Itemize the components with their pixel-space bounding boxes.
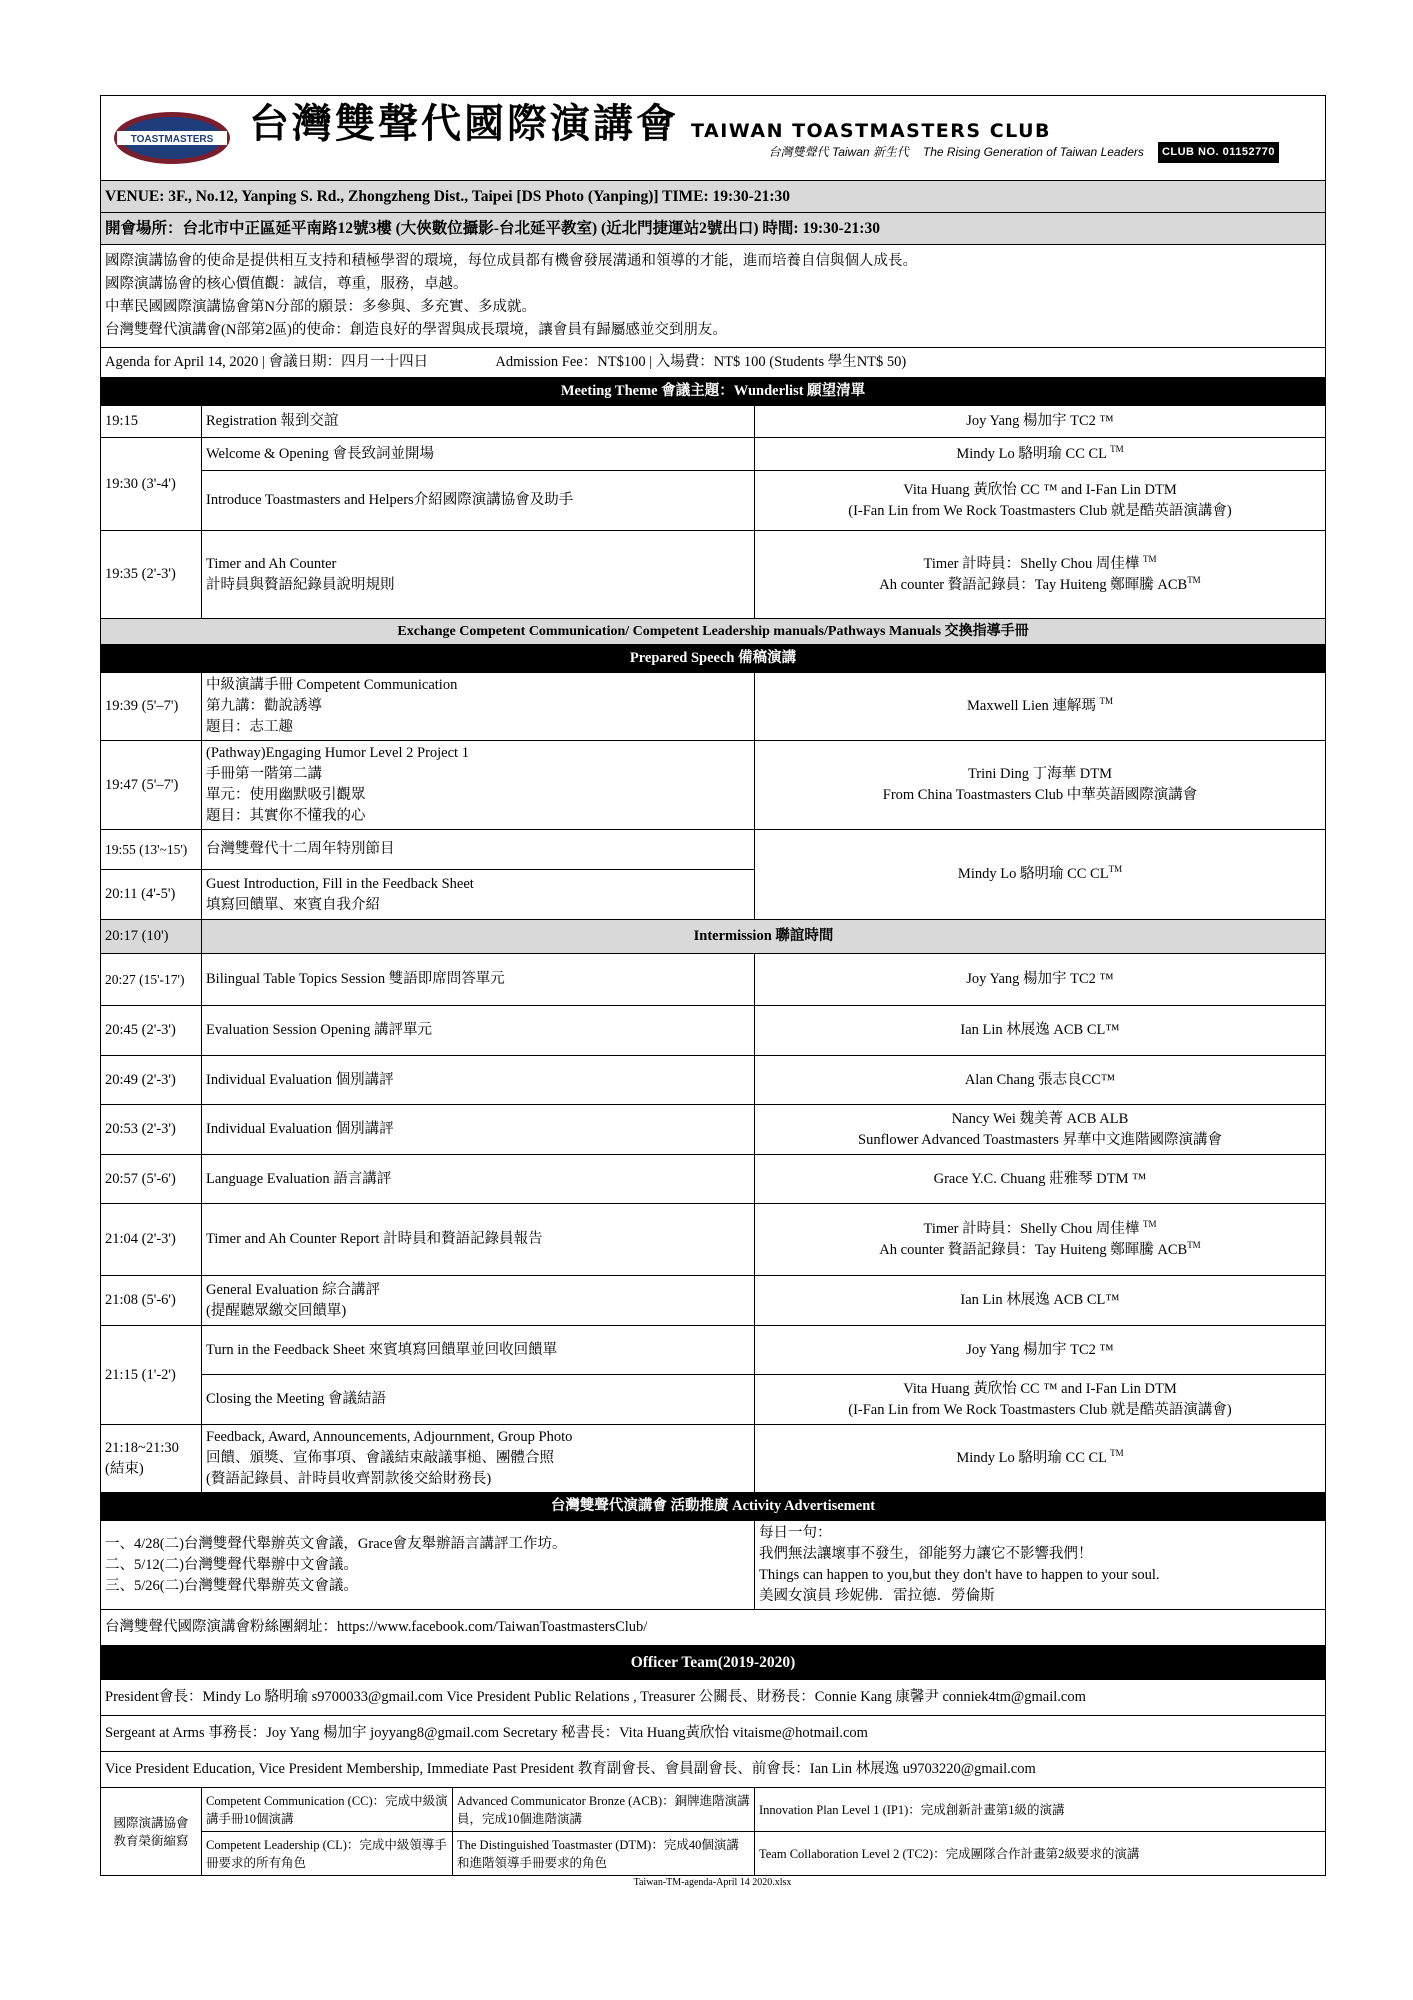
admission-fee: Admission Fee：NT$100 | 入場費：NT$ 100 (Students 學生NT$ 50)	[495, 354, 907, 370]
agenda-date: Agenda for April 14, 2020 | 會議日期：四月一十四日	[105, 354, 429, 370]
table-row: 19:30 (3'-4') Welcome & Opening 會長致詞並開場 Mindy Lo 駱明瑜 CC CL ™	[101, 438, 1326, 471]
table-row: Introduce Toastmasters and Helpers介紹國際演講協會及助手 Vita Huang 黃欣怡 CC ™ and I-Fan Lin DTM (I-Fan Lin from We Rock Toastmasters Club 就是酷英語演講會)	[101, 471, 1326, 531]
meeting-theme: Meeting Theme 會議主題：Wunderlist 願望清單	[101, 378, 1326, 406]
table-row: 20:49 (2'-3') Individual Evaluation 個別講評 Alan Chang 張志良CC™	[101, 1056, 1326, 1105]
agenda-sheet	[100, 95, 1325, 1888]
venue-cn: 開會場所：台北市中正區延平南路12號3樓 (大俠數位攝影-台北延平教室) (近北門捷運站2號出口) 時間: 19:30-21:30	[101, 213, 1326, 245]
agenda-date-row	[101, 348, 1326, 378]
club-subtitle-cn: 台灣雙聲代 Taiwan 新生代	[768, 145, 909, 159]
awards-label: 國際演講協會 教育榮銜縮寫	[101, 1788, 202, 1876]
mission-line: 台灣雙聲代演講會(N部第2區)的使命：創造良好的學習與成長環境，讓會員有歸屬感並交到朋友。	[105, 322, 727, 338]
activity-events: 一、4/28(二)台灣雙聲代舉辦英文會議，Grace會友舉辦語言講評工作坊。 二、5/12(二)台灣雙聲代舉辦中文會議。 三、5/26(二)台灣雙聲代舉辦英文會議。	[101, 1521, 755, 1610]
award-cl: Competent Leadership (CL)：完成中級領導手冊要求的所有角色	[202, 1832, 453, 1876]
award-ip1: Innovation Plan Level 1 (IP1)：完成創新計畫第1級的演講	[755, 1788, 1326, 1832]
award-dtm: The Distinguished Toastmaster (DTM)：完成40個演講和進階領導手冊要求的角色	[453, 1832, 755, 1876]
table-row: 20:27 (15'-17') Bilingual Table Topics Session 雙語即席問答單元 Joy Yang 楊加宇 TC2 ™	[101, 954, 1326, 1006]
award-acb: Advanced Communicator Bronze (ACB)：銅牌進階演講員，完成10個進階演講	[453, 1788, 755, 1832]
mission-block	[101, 245, 1326, 348]
footer-filename: Taiwan-TM-agenda-April 14 2020.xlsx	[633, 1877, 792, 1888]
venue-en: VENUE: 3F., No.12, Yanping S. Rd., Zhongzheng Dist., Taipei [DS Photo (Yanping)] TIME: 19:30-21:30	[101, 181, 1326, 213]
table-row: 19:15 Registration 報到交誼 Joy Yang 楊加宇 TC2 ™	[101, 406, 1326, 438]
table-row: 20:53 (2'-3') Individual Evaluation 個別講評 Nancy Wei 魏美菁 ACB ALB Sunflower Advanced Toastmasters 昇華中文進階國際演講會	[101, 1105, 1326, 1155]
officer-row: Vice President Education, Vice President Membership, Immediate Past President 教育副會長、會員副會長、前會長：Ian Lin 林展逸 u9703220@gmail.com	[101, 1752, 1326, 1788]
fanpage-url[interactable]: 台灣雙聲代國際演講會粉絲團網址：https://www.facebook.com/TaiwanToastmastersClub/	[101, 1610, 1326, 1646]
award-tc2: Team Collaboration Level 2 (TC2)：完成團隊合作計畫第2級要求的演講	[755, 1832, 1326, 1876]
officer-team-header: Officer Team(2019-2020)	[101, 1646, 1326, 1680]
officer-row: Sergeant at Arms 事務長：Joy Yang 楊加宇 joyyang8@gmail.com Secretary 秘書長：Vita Huang黃欣怡 vitaisme@hotmail.com	[101, 1716, 1326, 1752]
activity-row	[101, 1521, 1326, 1610]
table-row: 21:04 (2'-3') Timer and Ah Counter Report 計時員和贅語記錄員報告 Timer 計時員：Shelly Chou 周佳樺 ™ Ah counter 贅語記錄員：Tay Huiteng 鄭暉騰 ACB™	[101, 1204, 1326, 1276]
toastmasters-logo-icon	[111, 109, 233, 167]
mission-line: 國際演講協會的核心價值觀：誠信，尊重，服務，卓越。	[105, 276, 468, 292]
officer-row: President會長：Mindy Lo 駱明瑜 s9700033@gmail.com Vice President Public Relations , Treasurer 公關長、財務長：Connie Kang 康馨尹 conniek4tm@gmail.com	[101, 1680, 1326, 1716]
table-row: 21:08 (5'-6') General Evaluation 綜合講評 (提醒聽眾繳交回饋單) Ian Lin 林展逸 ACB CL™	[101, 1276, 1326, 1326]
intermission-row: 20:17 (10') Intermission 聯誼時間	[101, 920, 1326, 954]
table-row: 21:18~21:30 (結束) Feedback, Award, Announcements, Adjournment, Group Photo 回饋、頒獎、宣佈事項、會議結束敲議事槌、團體合照 (贅語記錄員、計時員收齊罰款後交給財務長) Mindy Lo 駱明瑜 CC CL ™	[101, 1425, 1326, 1493]
mission-line: 國際演講協會的使命是提供相互支持和積極學習的環境，每位成員都有機會發展溝通和領導的才能，進而培養自信與個人成長。	[105, 253, 917, 269]
activity-header: 台灣雙聲代演講會 活動推廣 Activity Advertisement	[101, 1493, 1326, 1521]
table-row: 21:15 (1'-2') Turn in the Feedback Sheet 來賓填寫回饋單並回收回饋單 Joy Yang 楊加宇 TC2 ™	[101, 1326, 1326, 1375]
club-title-en: TAIWAN TOASTMASTERS CLUB	[691, 120, 1051, 142]
mission-line: 中華民國國際演講協會第N分部的願景：多參與、多充實、多成就。	[105, 299, 536, 315]
table-row: 20:45 (2'-3') Evaluation Session Opening 講評單元 Ian Lin 林展逸 ACB CL™	[101, 1006, 1326, 1056]
award-cc: Competent Communication (CC)：完成中級演講手冊10個演講	[202, 1788, 453, 1832]
table-row: 19:47 (5'–7') (Pathway)Engaging Humor Level 2 Project 1 手冊第一階第二講 單元：使用幽默吸引觀眾 題目：其實你不懂我的心 Trini Ding 丁海華 DTM From China Toastmasters Club 中華英語國際演講會	[101, 741, 1326, 830]
table-row: 19:39 (5'–7') 中級演講手冊 Competent Communication 第九講：勸說誘導 題目：志工趣 Maxwell Lien 連解瑪 ™	[101, 673, 1326, 741]
club-slogan: The Rising Generation of Taiwan Leaders	[922, 145, 1144, 159]
header-row	[101, 96, 1326, 181]
exchange-manuals: Exchange Competent Communication/ Competent Leadership manuals/Pathways Manuals 交換指導手冊	[101, 619, 1326, 645]
daily-quote: 每日一句： 我們無法讓壞事不發生，卻能努力讓它不影響我們！ Things can happen to you,but they don't have to happen to your soul. 美國女演員 珍妮佛．雷拉德．勞倫斯	[755, 1521, 1326, 1610]
table-row: Closing the Meeting 會議結語 Vita Huang 黃欣怡 CC ™ and I-Fan Lin DTM (I-Fan Lin from We Rock Toastmasters Club 就是酷英語演講會)	[101, 1375, 1326, 1425]
agenda-table	[100, 95, 1326, 1788]
table-row: 19:55 (13'~15') 台灣雙聲代十二周年特別節目 Mindy Lo 駱明瑜 CC CL™	[101, 830, 1326, 870]
table-row: 19:35 (2'-3') Timer and Ah Counter 計時員與贅語紀錄員說明規則 Timer 計時員：Shelly Chou 周佳樺 ™ Ah counter 贅語記錄員：Tay Huiteng 鄭暉騰 ACB™	[101, 531, 1326, 619]
table-row: 20:57 (5'-6') Language Evaluation 語言講評 Grace Y.C. Chuang 莊雅琴 DTM ™	[101, 1155, 1326, 1204]
prepared-speech-header: Prepared Speech 備稿演講	[101, 645, 1326, 673]
svg-text:TOASTMASTERS: TOASTMASTERS	[130, 134, 214, 145]
table-row: 20:11 (4'-5') Guest Introduction, Fill in the Feedback Sheet 填寫回饋單、來賓自我介紹	[101, 870, 1326, 920]
awards-table	[100, 1787, 1326, 1876]
club-title-cn: 台灣雙聲代國際演講會	[249, 100, 679, 147]
club-number-badge: CLUB NO. 01152770	[1158, 142, 1279, 163]
